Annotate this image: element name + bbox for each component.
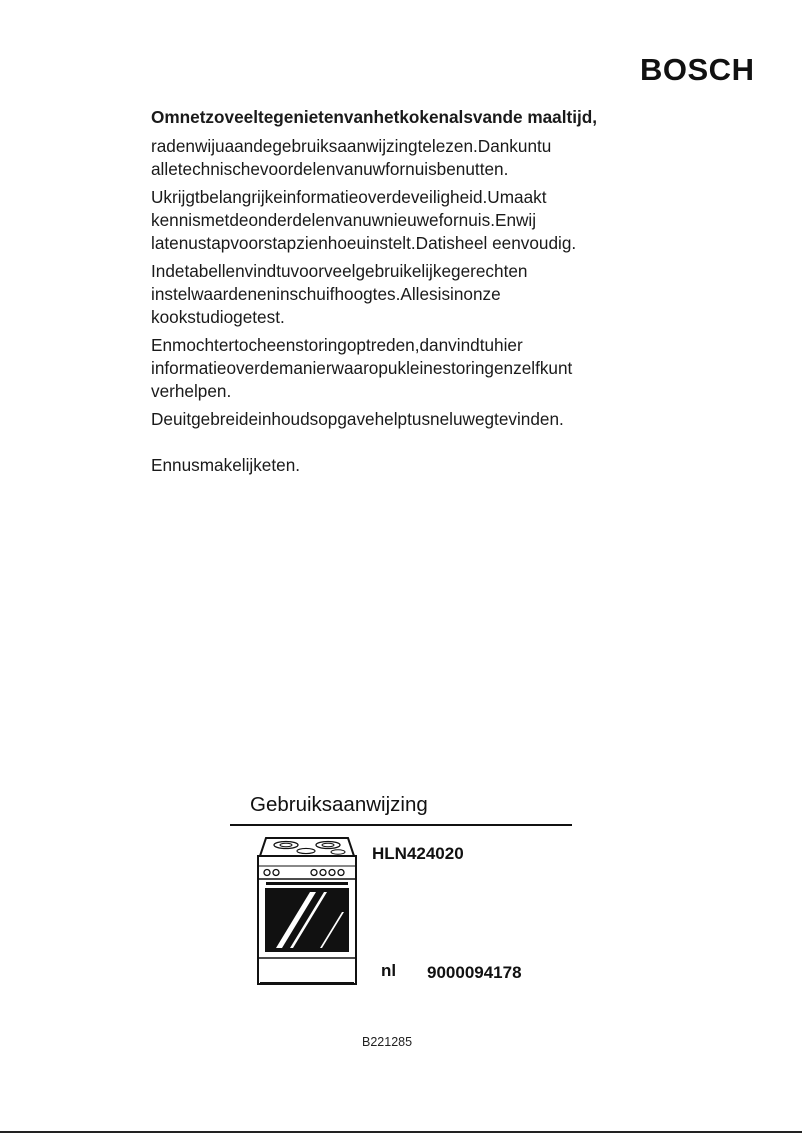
intro-paragraph: Ukrijgtbelangrijkeinformatieoverdeveiligheid.Umaakt kennismetdeonderdelenvanuwnieuwefornuis.Enwij latenustapvoorstapzienhoeuinstelt.Datisheel eenvoudig. xyxy=(151,187,577,253)
bottom-divider xyxy=(0,1131,802,1133)
intro-paragraph: Indetabellenvindtuvoorveelgebruikelijkegerechten instelwaardeneninschuifhoogtes.Allesisinonze kookstudiogetest. xyxy=(151,261,528,327)
manual-title: Gebruiksaanwijzing xyxy=(250,793,428,816)
intro-paragraph: Deuitgebreideinhoudsopgavehelptusneluwegtevinden. xyxy=(151,409,564,429)
intro-paragraph: radenwijuaandegebruiksaanwijzingtelezen.Dankuntu alletechnischevoordelenvanuwfornuisbenutten. xyxy=(151,136,552,179)
model-number: HLN424020 xyxy=(372,844,464,863)
brand-logo: BOSCH xyxy=(640,52,755,87)
greeting: Omnetzoveeltegenietenvanhetkokenalsvande maaltijd, xyxy=(151,107,598,127)
print-code: B221285 xyxy=(362,1035,413,1049)
intro-paragraph: Enmochtertocheenstoringoptreden,danvindtuhier informatieoverdemanierwaaropukleinestoringenzelfkunt verhelpen. xyxy=(151,335,573,401)
closing-text: Ennusmakelijketen. xyxy=(151,455,301,475)
language-code: nl xyxy=(381,961,397,980)
document-number: 9000094178 xyxy=(427,963,522,982)
intro-text xyxy=(151,104,621,482)
title-divider xyxy=(230,824,572,826)
electric-range-cooker-icon xyxy=(254,836,360,986)
